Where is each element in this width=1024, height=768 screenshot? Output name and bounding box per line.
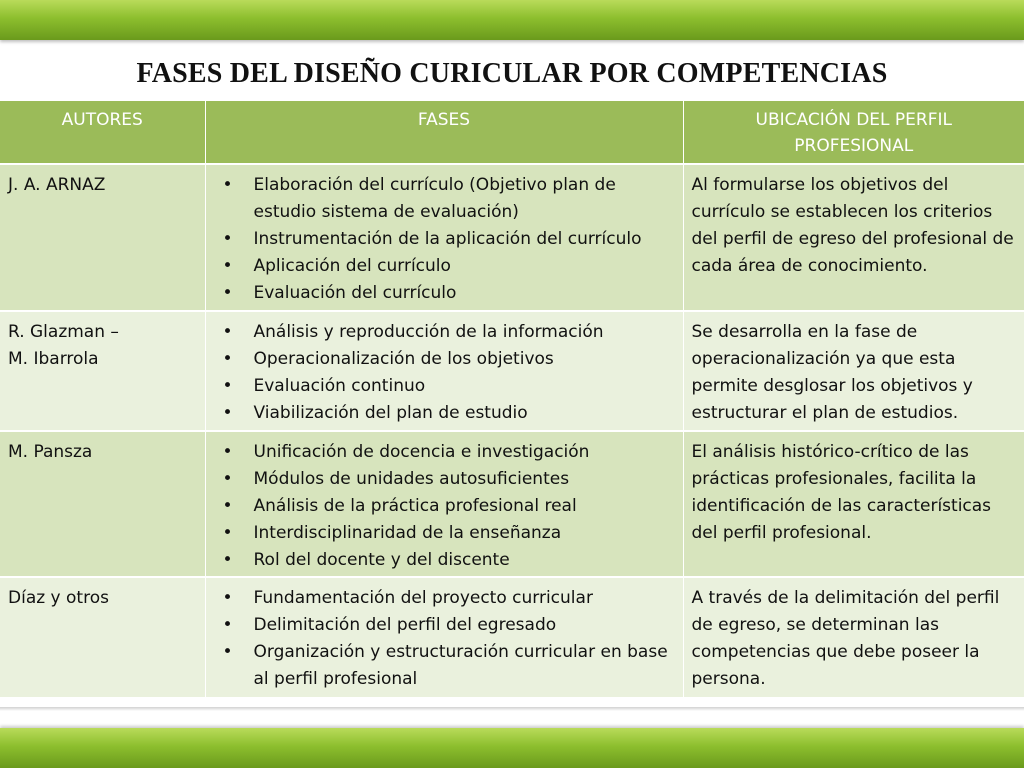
author-cell [0,311,205,431]
phase-item: • Unificación de docencia e investigación [214,439,677,466]
author-cell [0,431,205,577]
phases-cell [205,164,683,311]
phase-item: • Elaboración del currículo (Objetivo plan de estudio sistema de evaluación) [214,172,677,226]
phase-item: • Módulos de unidades autosuficientes [214,466,677,493]
phase-item: • Operacionalización de los objetivos [214,346,677,373]
author-name: Díaz y otros [8,588,109,608]
phase-list [214,172,677,307]
header-profile [683,101,1024,164]
header-profile-line2: PROFESIONAL [794,136,914,156]
profile-cell: Se desarrolla en la fase de operacionalización ya que esta permite desglosar los objetivos y estructurar el plan de estudios. [683,311,1024,431]
table-row [0,577,1024,697]
competencies-table [0,101,1024,697]
phase-item: • Interdisciplinaridad de la enseñanza [214,520,677,547]
phase-item: • Organización y estructuración curricular en base al perfil profesional [214,639,677,693]
author-cell [0,164,205,311]
phase-item: • Aplicación del currículo [214,253,677,280]
phase-list [214,439,677,574]
phase-item: • Fundamentación del proyecto curricular [214,585,677,612]
table-row [0,311,1024,431]
profile-cell: Al formularse los objetivos del currículo se establecen los criterios del perfil de egreso del profesional de cada área de conocimiento. [683,164,1024,311]
phase-item: • Rol del docente y del discente [214,547,677,574]
author-cell [0,577,205,697]
phase-item: • Análisis de la práctica profesional real [214,493,677,520]
phase-item: • Evaluación del currículo [214,280,677,307]
profile-cell: A través de la delimitación del perfil de egreso, se determinan las competencias que debe poseer la persona. [683,577,1024,697]
phase-item: • Instrumentación de la aplicación del currículo [214,226,677,253]
author-name: M. Pansza [8,442,93,462]
phases-cell [205,577,683,697]
top-decorative-bar [0,0,1024,40]
bottom-decorative-bar [0,728,1024,768]
phase-item: • Evaluación continuo [214,373,677,400]
phase-list [214,585,677,693]
slide-title: FASES DEL DISEÑO CURICULAR POR COMPETENCIAS [136,58,888,89]
header-profile-line1: UBICACIÓN DEL PERFIL [755,110,952,130]
phase-item: • Análisis y reproducción de la información [214,319,677,346]
author-name: R. Glazman – [8,322,119,342]
phase-item: • Delimitación del perfil del egresado [214,612,677,639]
table-row [0,431,1024,577]
table-row [0,164,1024,311]
phases-cell [205,311,683,431]
header-phases: FASES [205,101,683,164]
table-shadow [0,707,1024,711]
phase-list [214,319,677,427]
header-authors: AUTORES [0,101,205,164]
author-name: J. A. ARNAZ [8,175,106,195]
table-header-row [0,101,1024,164]
profile-cell: El análisis histórico-crítico de las prácticas profesionales, facilita la identificación de las características del perfil profesional. [683,431,1024,577]
author-name: M. Ibarrola [8,349,99,369]
phases-cell [205,431,683,577]
phase-item: • Viabilización del plan de estudio [214,400,677,427]
